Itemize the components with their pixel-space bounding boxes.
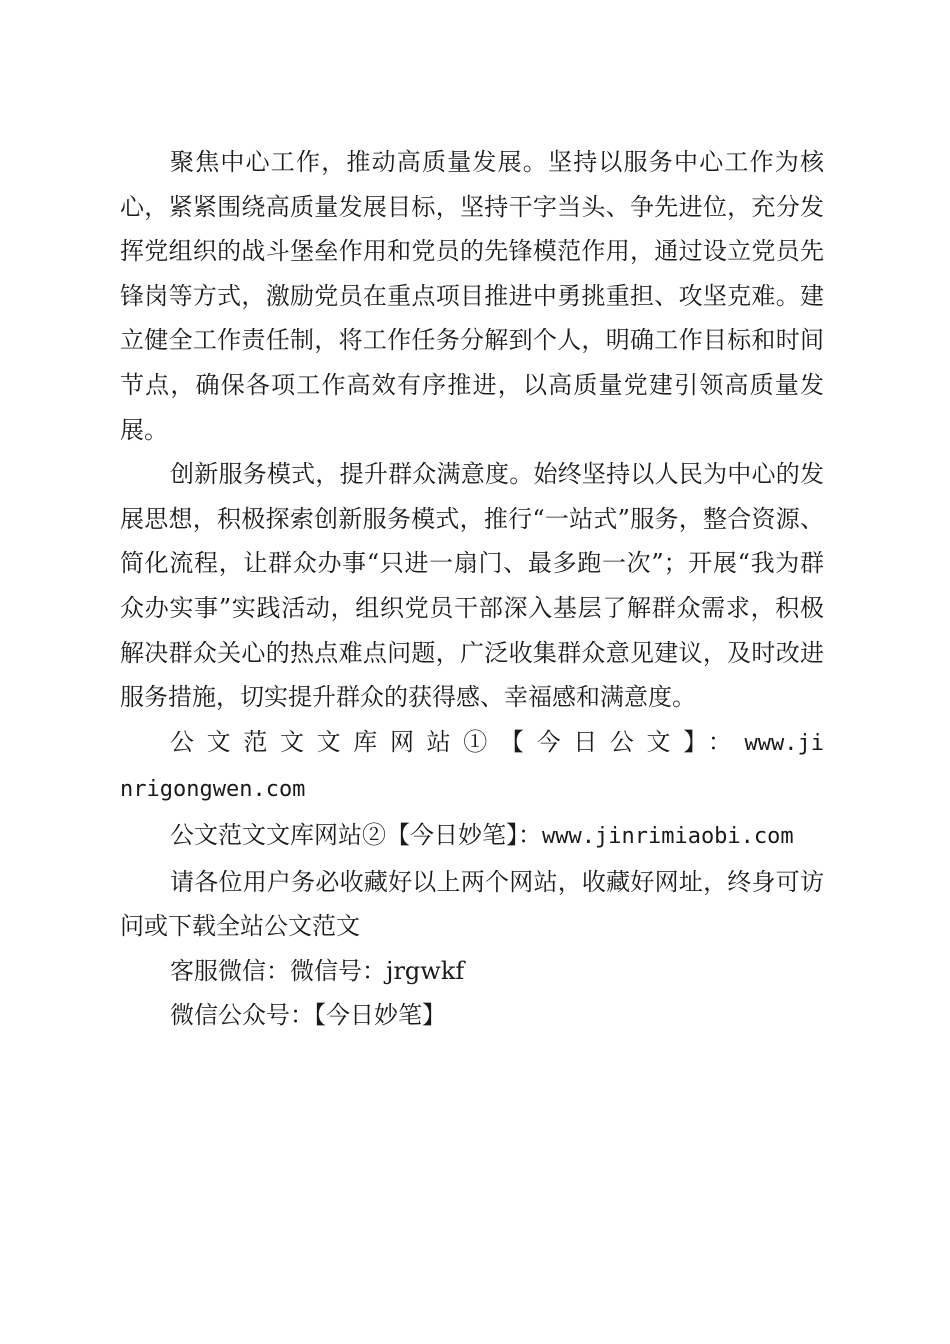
- site-two-label: 公文范文文库网站②【今日妙笔】：: [170, 820, 542, 849]
- official-account: 微信公众号：【今日妙笔】: [170, 1001, 446, 1030]
- paragraph-innovate-service: 创新服务模式，提升群众满意度。始终坚持以人民为中心的发展思想，积极探索创新服务模式，推行“一站式”服务，整合资源、简化流程，让群众办事“只进一扇门、最多跑一次”；开展“我为群众办实事”实践活动，组织党员干部深入基层了解群众需求，积极解决群众关心的热点难点问题，广泛收集群众意见建议，及时改进服务措施，切实提升群众的获得感、幸福感和满意度。: [120, 460, 824, 712]
- service-wechat: 客服微信：微信号：jrgwkf: [170, 956, 465, 985]
- site-one-url: www.jinrigongwen.com: [120, 730, 824, 803]
- bookmark-notice: 请各位用户务必收藏好以上两个网站，收藏好网址，终身可访问或下载全站公文范文: [120, 867, 824, 941]
- site-one-line: [120, 720, 824, 813]
- site-two-line: [120, 813, 824, 860]
- document-body: [120, 140, 824, 1038]
- site-one-label: 公文范文文库网站①【今日公文】：: [170, 727, 745, 756]
- paragraph-focus-center-work: 聚焦中心工作，推动高质量发展。坚持以服务中心工作为核心，紧紧围绕高质量发展目标，坚持干字当头、争先进位，充分发挥党组织的战斗堡垒作用和党员的先锋模范作用，通过设立党员先锋岗等方式，激励党员在重点项目推进中勇挑重担、攻坚克难。建立健全工作责任制，将工作任务分解到个人，明确工作目标和时间节点，确保各项工作高效有序推进，以高质量党建引领高质量发展。: [120, 148, 824, 444]
- site-two-url: www.jinrimiaobi.com: [542, 823, 794, 849]
